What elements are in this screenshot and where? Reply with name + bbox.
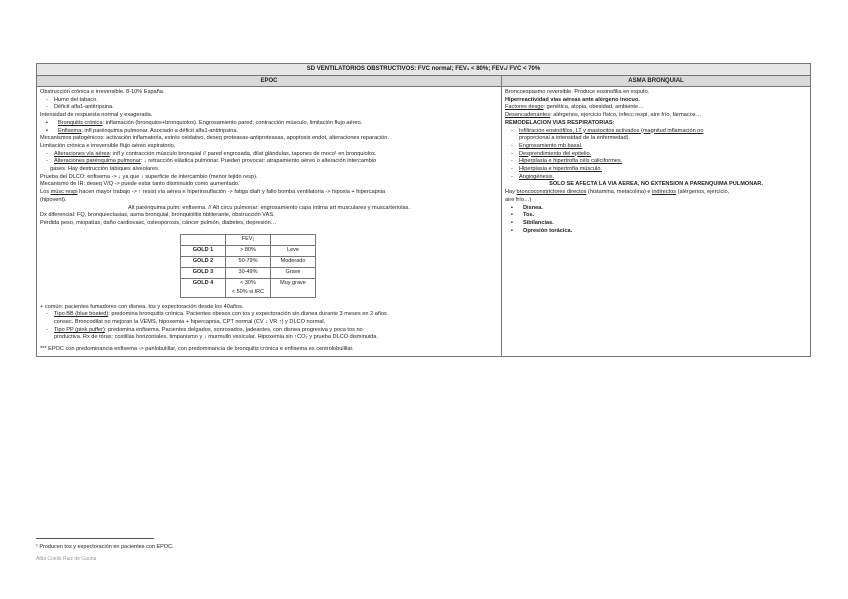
footnote: ¹ Producen tos y expectoración en pacientes con EPOC. xyxy=(36,544,174,550)
epoc-definition: Obstrucción crónica e irreversible. 8-10% España. xyxy=(40,89,165,95)
epoc-limitation: Limitación crónica e irreversible flujo aéreo espiratorio. xyxy=(40,142,176,149)
epoc-response: Intensidad de respuesta normal y exagerada. xyxy=(40,112,153,119)
gold-header-fev: FEV₁ xyxy=(226,234,271,245)
gold-row: GOLD 2 50-79% Moderado xyxy=(181,256,316,267)
asma-remodel-item: - Infiltración eosinófilos, LT y mastocitos activados (magnitud inflamación no xyxy=(505,128,807,136)
epoc-content xyxy=(37,87,501,356)
header-epoc: EPOC xyxy=(37,76,502,87)
asma-symptom: ▪ Tos. xyxy=(505,212,807,220)
epoc-type-pp-cont: productiva. Rx de tórax: costillas horizontales, timpanismo y ↓ murmullo vesicular. Hipoxemia sin ↑CO₂ y prueba DLCO disminuida. xyxy=(54,334,378,341)
epoc-cause-tobacco: - Humo del tabaco. xyxy=(40,97,498,105)
epoc-parenchyma-cont: gases. Hay destrucción tabiques alveolares. xyxy=(50,166,160,173)
obstructive-syndromes-table xyxy=(36,63,811,357)
asma-remodeling-title: REMODELACIÓN VÍAS RESPIRATORIAS: xyxy=(505,119,615,126)
epoc-cause-aat: - Déficit alfa1-antitripsina. xyxy=(40,104,498,112)
epoc-mechanisms: Mecanismos patogénicos: activación inflamatoria, estrés oxidativo, deseq proteasas-antiproteasas, apoptosis endot, alteraciones reparación. xyxy=(40,135,389,142)
asma-hyperreactivity: Hiperreactividad vías aéreas ante alérgeno inocuo. xyxy=(505,96,640,103)
header-asma: ASMA BRONQUIAL xyxy=(502,76,811,87)
asma-risk-factors: Factores riesgo: genética, atopia, obesidad, ambiente… xyxy=(505,104,644,111)
epoc-differential: Dx diferencial: FQ, bronquiectasias, asma bronquial, bronquiolitis obliterante, obstrucción VAS. xyxy=(40,212,275,219)
author-credit: Alba Coello Ruiz de Gauna xyxy=(36,556,97,562)
epoc-ir-mechanism: Mecanismo de IR: deseq V/Q -> puede estar tanto disminuido como aumentado. xyxy=(40,181,240,188)
asma-content xyxy=(502,87,810,237)
asma-symptom: ▪ Sibilancias. xyxy=(505,220,807,228)
epoc-parenchyma-alterations: - Alteraciones parénquima pulmonar: ↓ retracción elástica pulmonar. Pueden provocar: atrapamiento aéreo o alteración intercambio xyxy=(40,158,498,166)
epoc-airway-alterations: - Alteraciones vía aérea: infl y contracción músculo bronquial // pared engrosada, dilat glándulas, tapones de moco¹ en bronquiolos. xyxy=(40,151,498,159)
asma-triggers: Desencadenantes: alérgenos, ejercicio físico, infecc respi, aire frío, fármacos… xyxy=(505,112,702,119)
asma-remodel-item: - Engrosamiento mb basal. xyxy=(505,143,807,151)
asma-bronchoconstrictors-cont: aire frío…) xyxy=(505,196,532,203)
epoc-bronchitis: ▪ Bronquitis crónica: inflamación (bronquios+bronquiolos). Engrosamiento pared, contracción músculo, limitación flujo aéreo. xyxy=(40,120,498,128)
epoc-type-bb: - Tipo BB (blue boated): predomina bronquitis crónica. Pacientes obesos con tos y expectoración sin disnea durante 3 meses en 2 años xyxy=(40,311,498,319)
asma-remodel-item: - Hiperplasia e hipertrofia músculo. xyxy=(505,166,807,174)
asma-definition: Broncoespasmo reversible. Produce eosinofilia en esputo. xyxy=(505,89,650,95)
gold-row: GOLD 3 30-49% Grave xyxy=(181,267,316,278)
gold-table xyxy=(180,234,316,298)
asma-bronchoconstrictors: Hay broncoconstrictores directos (histamina, metacolina) e indirectos (alérgenos, ejercicio, xyxy=(505,189,730,196)
gold-row: GOLD 4 < 30% < 50% si IRC Muy grave xyxy=(181,278,316,297)
epoc-comorbidities: Pérdida peso, miopatías, daño cardiovasc, osteoporosis, cáncer pulmón, diabetes, depresión… xyxy=(40,219,277,226)
epoc-resp-muscles-cont: (hipovent). xyxy=(40,196,67,203)
epoc-type-pp: - Tipo PP (pink puffer): predomina enfisema. Pacientes delgados, sonrosados, jadeantes, con disnea progresiva y poca tos no xyxy=(40,327,498,335)
document-page xyxy=(36,63,810,357)
asma-remodel-item: - Angiogénesis. xyxy=(505,174,807,182)
epoc-resp-muscles: Los músc respi hacen mayor trabajo -> ↑ resist vía aérea e hiperinsuflación -> fatiga diafr y fallo bomba ventilatoria -> hipoxia + hipercapnia xyxy=(40,189,386,196)
asma-remodel-item: - Hiperplasia e hipertrofia céls caliciformes. xyxy=(505,158,807,166)
epoc-note: *** EPOC con predominancia enfisema -> panlobulillar, con predominancia de bronquitis crónica e enfisema es centrolobulillar. xyxy=(40,346,354,353)
table-title: SD VENTILATORIOS OBSTRUCTIVOS: FVC normal; FEV₁ < 80%; FEV₁/ FVC < 70% xyxy=(37,64,811,76)
asma-symptom: ▪ Disnea. xyxy=(505,205,807,213)
asma-remodel-item: - Desprendimiento del epitelio. xyxy=(505,151,807,159)
epoc-emphysema: ▪ Enfisema: infl parénquima pulmonar. Asociado a déficit alfa1-antitripsina. xyxy=(40,128,498,136)
footnote-divider xyxy=(36,538,154,539)
asma-remodel-item-cont: proporcional a intensidad de la enfermedad). xyxy=(519,135,631,142)
epoc-parenchyma-circ: Alt parénquima pulm: enfisema. // Alt circu pulmonar: engrosamiento capa íntima art musculares y muscarteriolas. xyxy=(128,204,410,211)
epoc-type-bb-cont: consec. Broncodilat no mejoran la VEMS, hipoxemia + hipercapnia, CPT normal (CV ↓ VR ↑) y DLCO normal. xyxy=(54,319,326,326)
asma-symptom: ▪ Opresión torácica. xyxy=(505,228,807,236)
epoc-dlco: Prueba del DLCO: enfisema -> ↓ ya que ↓ superficie de intercambio (menor tejido resp). xyxy=(40,173,258,180)
gold-row: GOLD 1 > 80% Leve xyxy=(181,245,316,256)
epoc-common-presentation: + común: pacientes fumadores con disnea, tos y expectoración desde los 40años. xyxy=(40,303,244,310)
asma-airway-only: SOLO SE AFECTA LA VÍA AÉREA, NO EXTENSIÓN A PARÉNQUIMA PULMONAR. xyxy=(549,181,763,188)
